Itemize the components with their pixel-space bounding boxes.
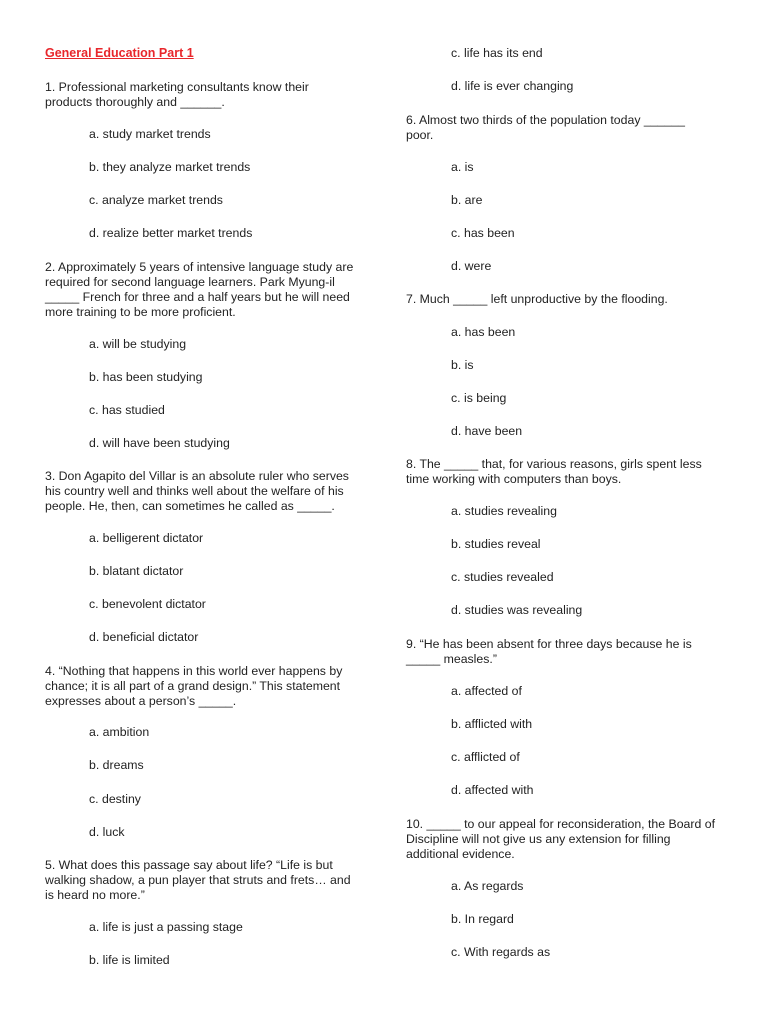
question-9-option-d: d. affected with bbox=[451, 783, 534, 797]
question-5-option-d: d. life is ever changing bbox=[451, 79, 574, 93]
question-1-option-c: c. analyze market trends bbox=[89, 193, 223, 207]
question-6-option-b: b. are bbox=[451, 193, 483, 207]
question-7-option-c: c. is being bbox=[451, 391, 507, 405]
question-9-option-c: c. afflicted of bbox=[451, 750, 520, 764]
question-10-text: 10. _____ to our appeal for reconsideration, the Board of Discipline will not give us any extension for filling additional evidence. bbox=[406, 817, 716, 861]
question-7-option-a: a. has been bbox=[451, 325, 516, 339]
question-4-option-a: a. ambition bbox=[89, 725, 150, 739]
question-2-option-c: c. has studied bbox=[89, 403, 165, 417]
question-9-option-a: a. affected of bbox=[451, 684, 522, 698]
question-3-option-a: a. belligerent dictator bbox=[89, 531, 204, 545]
question-8-option-b: b. studies reveal bbox=[451, 537, 541, 551]
question-7-option-b: b. is bbox=[451, 358, 474, 372]
question-6-option-a: a. is bbox=[451, 160, 474, 174]
question-4-text: 4. “Nothing that happens in this world ever happens by chance; it is all part of a grand design.” This statement expresses about a person’s _____. bbox=[45, 664, 343, 708]
question-8-option-d: d. studies was revealing bbox=[451, 603, 583, 617]
question-5-option-a: a. life is just a passing stage bbox=[89, 920, 243, 934]
question-6-option-d: d. were bbox=[451, 259, 492, 273]
question-3-option-d: d. beneficial dictator bbox=[89, 630, 199, 644]
question-1-option-d: d. realize better market trends bbox=[89, 226, 253, 240]
question-10-option-c: c. With regards as bbox=[451, 945, 551, 959]
question-1-text: 1. Professional marketing consultants know their products thoroughly and ______. bbox=[45, 80, 309, 109]
question-9-text: 9. “He has been absent for three days because he is _____ measles.” bbox=[406, 637, 692, 666]
question-2-option-b: b. has been studying bbox=[89, 370, 203, 384]
question-1-option-a: a. study market trends bbox=[89, 127, 211, 141]
question-3-option-c: c. benevolent dictator bbox=[89, 597, 206, 611]
question-10-option-a: a. As regards bbox=[451, 879, 524, 893]
question-6-text: 6. Almost two thirds of the population today ______ poor. bbox=[406, 113, 685, 142]
question-5-text: 5. What does this passage say about life? “Life is but walking shadow, a pun player that struts and frets… and is heard no more.” bbox=[45, 858, 351, 902]
question-8-text: 8. The _____ that, for various reasons, girls spent less time working with computers than boys. bbox=[406, 457, 702, 486]
question-9-option-b: b. afflicted with bbox=[451, 717, 533, 731]
question-6-option-c: c. has been bbox=[451, 226, 515, 240]
question-8-option-c: c. studies revealed bbox=[451, 570, 554, 584]
question-8-option-a: a. studies revealing bbox=[451, 504, 557, 518]
question-5-option-b: b. life is limited bbox=[89, 953, 170, 967]
question-4-option-c: c. destiny bbox=[89, 792, 141, 806]
question-5-option-c: c. life has its end bbox=[451, 46, 543, 60]
question-3-option-b: b. blatant dictator bbox=[89, 564, 184, 578]
question-7-text: 7. Much _____ left unproductive by the flooding. bbox=[406, 292, 668, 306]
question-4-option-d: d. luck bbox=[89, 825, 125, 839]
question-2-option-a: a. will be studying bbox=[89, 337, 187, 351]
question-1-option-b: b. they analyze market trends bbox=[89, 160, 251, 174]
question-2-text: 2. Approximately 5 years of intensive language study are required for second language learners. Park Myung-il _____ French for three and a half years but he will need more training to be more proficient. bbox=[45, 260, 354, 319]
question-2-option-d: d. will have been studying bbox=[89, 436, 230, 450]
question-7-option-d: d. have been bbox=[451, 424, 523, 438]
document-title: General Education Part 1 bbox=[45, 46, 194, 60]
question-4-option-b: b. dreams bbox=[89, 758, 144, 772]
question-3-text: 3. Don Agapito del Villar is an absolute ruler who serves his country well and thinks well about the welfare of his people. He, then, can sometimes he called as _____. bbox=[45, 469, 349, 513]
question-10-option-b: b. In regard bbox=[451, 912, 514, 926]
